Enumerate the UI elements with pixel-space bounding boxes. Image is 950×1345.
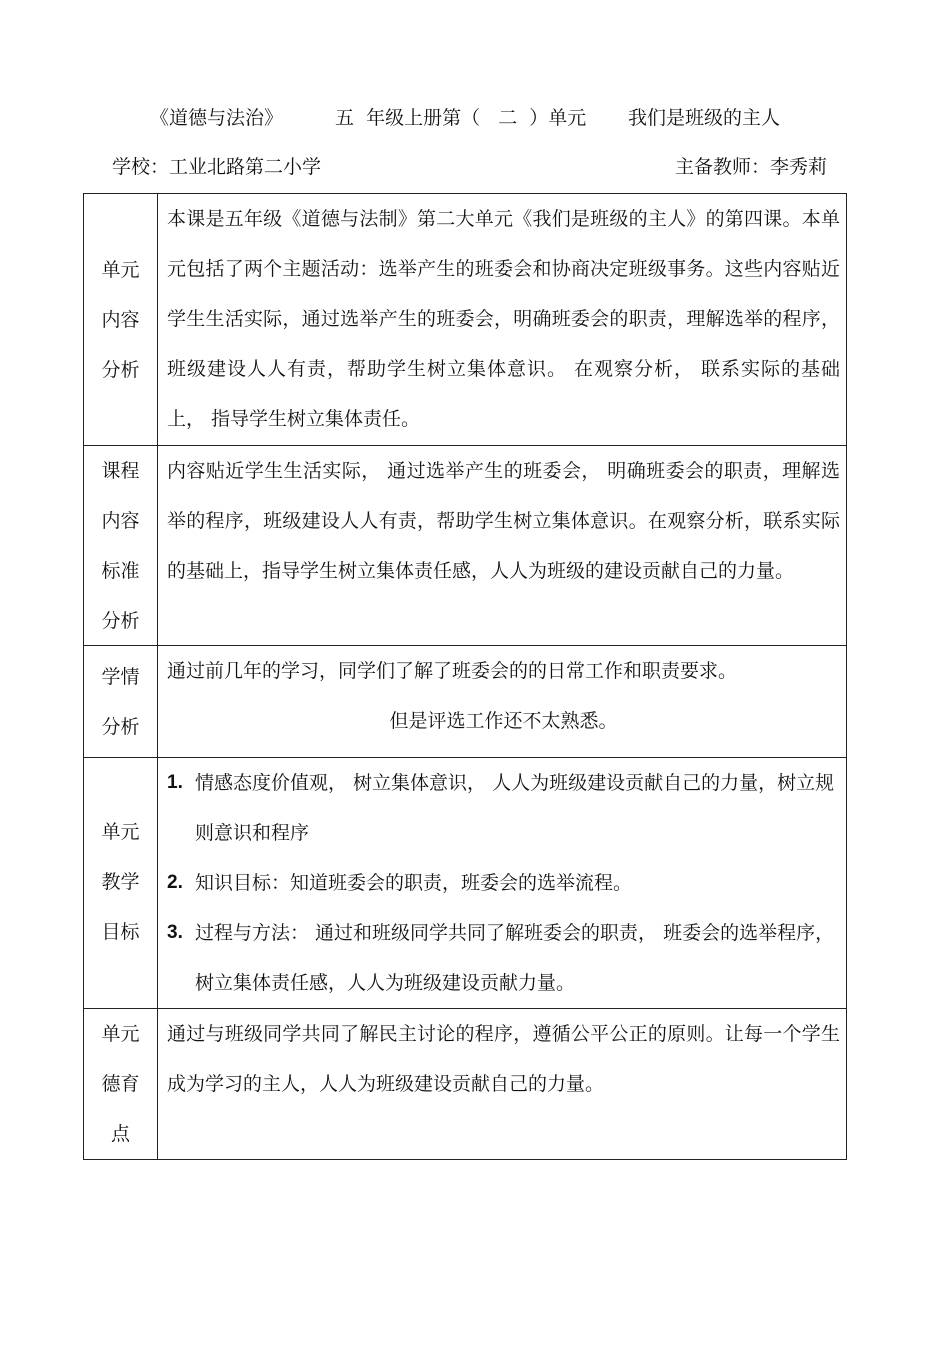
row-content bbox=[158, 1009, 847, 1160]
learner-analysis-cont: 但是评选工作还不太熟悉。 bbox=[389, 710, 618, 732]
goal-item: 1. 情感态度价值观， 树立集体意识， 人人为班级建设贡献自己的力量，树立规则意识和程序 bbox=[167, 772, 835, 844]
document-title bbox=[0, 103, 950, 133]
moral-education-point: 通过与班级同学共同了解民主讨论的程序，遵循公平公正的原则。让每一个学生成为学习的主人，人人为班级建设贡献自己的力量。 bbox=[167, 1023, 840, 1095]
row-content bbox=[158, 646, 847, 758]
school-label: 学校：工业北路第二小学 bbox=[112, 156, 322, 178]
learner-analysis: 通过前几年的学习，同学们了解了班委会的的日常工作和职责要求。 bbox=[167, 660, 738, 682]
lesson-plan-table bbox=[83, 193, 847, 1160]
goal-item: 2. 知识目标：知道班委会的职责，班委会的选举流程。 bbox=[167, 872, 633, 894]
grade-unit: 五 年级上册第（ 二 ）单元 bbox=[335, 107, 587, 129]
table-row bbox=[84, 758, 847, 1009]
row-label: 单元 内容 分析 bbox=[84, 194, 158, 446]
row-content bbox=[158, 446, 847, 646]
row-label: 学情 分析 bbox=[84, 646, 158, 758]
curriculum-standard-analysis: 内容贴近学生生活实际， 通过选举产生的班委会， 明确班委会的职责，理解选举的程序，班级建设人人有责，帮助学生树立集体意识。在观察分析，联系实际的基础上，指导学生树立集体责任感，人人为班级的建设贡献自己的力量。 bbox=[167, 460, 840, 582]
row-label: 单元 教学 目标 bbox=[84, 758, 158, 1009]
goal-item: 3. 过程与方法： 通过和班级同学共同了解班委会的职责， 班委会的选举程序，树立集体责任感，人人为班级建设贡献力量。 bbox=[167, 922, 835, 994]
unit-content-analysis: 本课是五年级《道德与法制》第二大单元《我们是班级的主人》的第四课。本单元包括了两个主题活动：选举产生的班委会和协商决定班级事务。这些内容贴近学生生活实际，通过选举产生的班委会，明确班委会的职责，理解选举的程序，班级建设人人有责，帮助学生树立集体意识。 在观察分析， 联系实际的基础上， 指导学生树立集体责任。 bbox=[167, 208, 840, 430]
table-row bbox=[84, 194, 847, 446]
teacher-label: 主备教师：李秀莉 bbox=[674, 156, 827, 178]
row-content bbox=[158, 194, 847, 446]
unit-title: 我们是班级的主人 bbox=[628, 107, 781, 129]
table-row bbox=[84, 1009, 847, 1160]
row-label: 单元 德育 点 bbox=[84, 1009, 158, 1160]
subject-title: 《道德与法治》 bbox=[150, 107, 284, 129]
meta-line bbox=[112, 152, 827, 182]
table-row bbox=[84, 446, 847, 646]
table-row bbox=[84, 646, 847, 758]
row-content bbox=[158, 758, 847, 1009]
row-label: 课程 内容 标准 分析 bbox=[84, 446, 158, 646]
